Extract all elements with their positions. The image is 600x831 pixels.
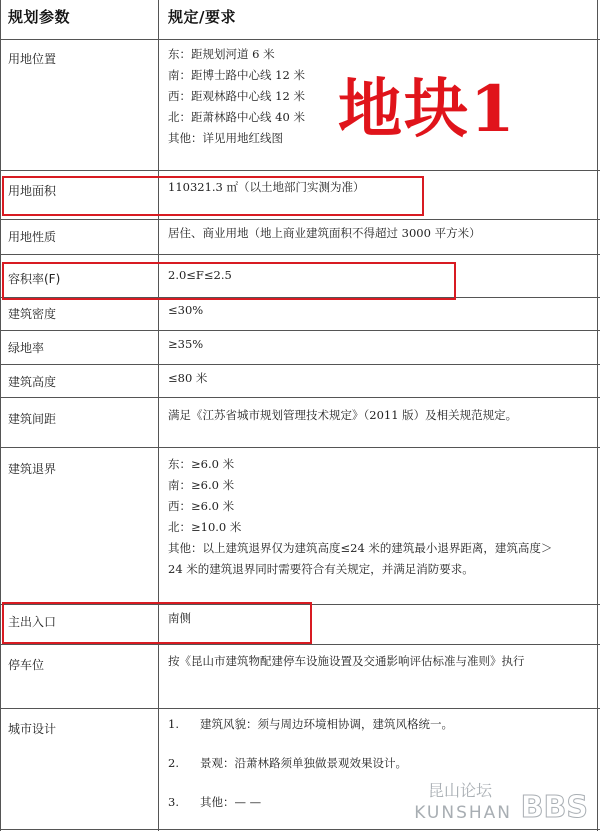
location-south: 南：距博士路中心线 12 米 xyxy=(168,68,305,82)
grid-line xyxy=(0,170,600,171)
location-east: 东：距规划河道 6 米 xyxy=(168,47,275,61)
watermark-bbs: BBS xyxy=(520,790,588,825)
row-label-density: 建筑密度 xyxy=(8,307,57,321)
plot-number-annotation: 地块1 xyxy=(338,72,517,147)
grid-line xyxy=(0,219,600,220)
urban-design-item xyxy=(168,792,453,831)
row-label-location: 用地位置 xyxy=(8,52,57,66)
highlight-box-site-area xyxy=(2,176,424,216)
main-entrance-text: 南侧 xyxy=(168,611,191,625)
header-param-label: 规划参数 xyxy=(8,8,71,26)
setback-east: 东：≥6.0 米 xyxy=(168,457,235,471)
setback-north: 北：≥10.0 米 xyxy=(168,520,242,534)
setback-south: 南：≥6.0 米 xyxy=(168,478,235,492)
header-requirement-label: 规定/要求 xyxy=(168,8,236,26)
row-value-parking xyxy=(168,651,525,672)
urban-design-item xyxy=(168,753,453,792)
list-text: 建筑风貌：须与周边环境相协调，建筑风格统一。 xyxy=(200,717,453,731)
grid-line xyxy=(0,447,600,448)
setback-other-2: 24 米的建筑退界同时需要符合有关规定，并满足消防要求。 xyxy=(168,562,474,576)
row-value-height xyxy=(168,368,207,389)
site-area-text: 110321.3 ㎡（以土地部门实测为准） xyxy=(168,180,365,194)
parking-text: 按《昆山市建筑物配建停车设施设置及交通影响评估标准与准则》执行 xyxy=(168,654,525,668)
list-number: 1. xyxy=(168,717,179,731)
list-text: 其他：— — xyxy=(200,795,262,809)
row-value-location xyxy=(168,44,305,149)
spacing-text: 满足《江苏省城市规划管理技术规定》（2011 版）及相关规范规定。 xyxy=(168,408,518,422)
grid-line xyxy=(0,254,600,255)
grid-line xyxy=(0,708,600,709)
far-text: 2.0≤F≤2.5 xyxy=(168,268,232,282)
row-label-land-use: 用地性质 xyxy=(8,230,57,244)
row-value-urban-design xyxy=(168,714,453,831)
location-west: 西：距观林路中心线 12 米 xyxy=(168,89,305,103)
highlight-box-main-entrance xyxy=(2,602,312,644)
row-label-urban-design: 城市设计 xyxy=(8,722,57,736)
highlight-box-far xyxy=(2,262,456,300)
row-value-green-ratio xyxy=(168,334,203,355)
watermark-cn: 昆山论坛 xyxy=(427,781,492,800)
setback-other-1: 其他：以上建筑退界仅为建筑高度≤24 米的建筑最小退界距离，建筑高度＞ xyxy=(168,541,553,555)
row-label-parking: 停车位 xyxy=(8,658,45,672)
list-number: 3. xyxy=(168,795,179,809)
urban-design-item xyxy=(168,714,453,753)
list-number: 2. xyxy=(168,756,179,770)
row-value-setback xyxy=(168,454,552,580)
row-label-site-area: 用地面积 xyxy=(8,184,57,198)
row-value-spacing xyxy=(168,405,517,426)
grid-line xyxy=(0,397,600,398)
grid-line xyxy=(0,364,600,365)
grid-line xyxy=(0,39,600,40)
row-label-main-entrance: 主出入口 xyxy=(8,615,57,629)
grid-line xyxy=(597,0,598,831)
grid-line xyxy=(0,644,600,645)
row-label-far: 容积率(F) xyxy=(8,272,61,286)
grid-line xyxy=(0,330,600,331)
list-text: 景观：沿萧林路须单独做景观效果设计。 xyxy=(200,756,407,770)
height-text: ≤80 米 xyxy=(168,371,208,385)
grid-line xyxy=(0,0,1,831)
row-label-height: 建筑高度 xyxy=(8,375,57,389)
land-use-text: 居住、商业用地（地上商业建筑面积不得超过 3000 平方米） xyxy=(168,226,481,240)
density-text: ≤30% xyxy=(168,303,204,317)
watermark-en: KUNSHAN xyxy=(414,803,512,823)
setback-west: 西：≥6.0 米 xyxy=(168,499,235,513)
row-value-land-use xyxy=(168,223,481,244)
row-label-spacing: 建筑间距 xyxy=(8,412,57,426)
row-label-setback: 建筑退界 xyxy=(8,462,57,476)
row-value-density xyxy=(168,300,203,321)
green-ratio-text: ≥35% xyxy=(168,337,204,351)
location-north: 北：距萧林路中心线 40 米 xyxy=(168,110,305,124)
grid-line xyxy=(158,0,159,831)
location-other: 其他：详见用地红线图 xyxy=(168,131,283,145)
row-label-green-ratio: 绿地率 xyxy=(8,341,45,355)
